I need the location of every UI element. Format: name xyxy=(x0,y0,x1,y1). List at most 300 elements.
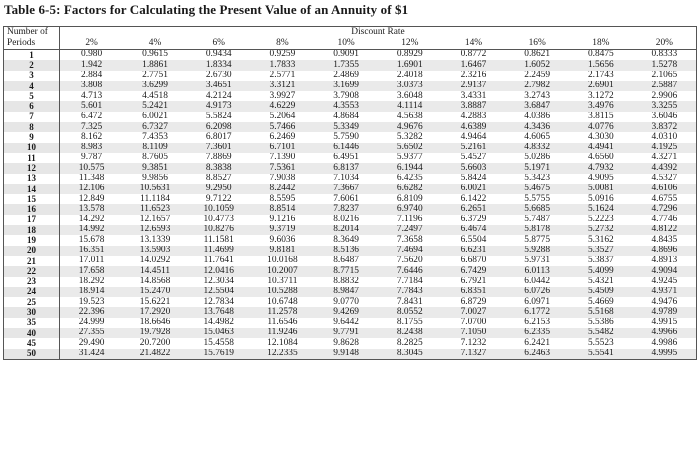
factor-cell: 6.1772 xyxy=(505,307,569,317)
table-row xyxy=(4,338,697,348)
factor-cell: 5.6685 xyxy=(505,204,569,214)
factor-cell: 5.7466 xyxy=(251,122,315,132)
table-row xyxy=(4,349,697,360)
factor-cell: 7.7184 xyxy=(396,276,423,286)
factor-cell: 3.6048 xyxy=(396,91,423,101)
factor-cell: 4.9789 xyxy=(633,307,697,317)
factor-cell: 4.9173 xyxy=(187,101,251,111)
factor-cell: 6.6282 xyxy=(378,184,442,194)
factor-cell: 4.8332 xyxy=(505,143,569,153)
factor-cell: 4.9095 xyxy=(587,173,614,183)
factor-cell: 9.3851 xyxy=(123,163,187,173)
table-row xyxy=(4,256,697,266)
factor-cell: 5.2161 xyxy=(442,143,506,153)
factor-cell: 6.7429 xyxy=(442,266,506,276)
rate-header-cell: 10% xyxy=(314,38,378,50)
factor-cell: 8.8514 xyxy=(251,204,315,214)
factor-cell: 3.2743 xyxy=(524,91,551,101)
factor-cell: 2.7751 xyxy=(142,70,168,81)
factor-cell: 6.0021 xyxy=(442,184,506,194)
factor-cell: 4.0386 xyxy=(524,111,551,122)
factor-cell: 3.6299 xyxy=(123,81,187,91)
factor-cell: 17.658 xyxy=(60,266,124,276)
table-row xyxy=(4,60,697,70)
table-row xyxy=(4,101,697,111)
factor-cell: 2.4018 xyxy=(396,70,423,81)
factor-cell: 0.9259 xyxy=(269,49,296,60)
factor-cell: 7.325 xyxy=(60,122,124,132)
factor-cell: 5.9731 xyxy=(524,255,551,266)
table-row xyxy=(4,215,697,225)
factor-cell: 10.575 xyxy=(60,163,124,173)
period-cell: 19 xyxy=(4,235,60,245)
period-cell: 11 xyxy=(4,153,60,163)
factor-cell: 6.1422 xyxy=(460,194,487,204)
factor-cell: 4.2883 xyxy=(460,111,487,122)
factor-cell: 12.2335 xyxy=(251,349,315,360)
factor-cell: 15.4558 xyxy=(203,338,234,348)
factor-cell: 5.3527 xyxy=(569,246,633,256)
factor-cell: 12.6593 xyxy=(123,225,187,235)
factor-cell: 2.6730 xyxy=(205,70,232,81)
factor-cell: 5.5386 xyxy=(587,317,614,328)
table-row xyxy=(4,287,697,297)
factor-cell: 4.9245 xyxy=(633,277,697,287)
factor-cell: 7.3667 xyxy=(314,184,378,194)
table-row xyxy=(4,174,697,184)
factor-cell: 5.4527 xyxy=(460,152,487,163)
factor-cell: 3.0373 xyxy=(378,81,442,91)
factor-cell: 8.0216 xyxy=(333,214,359,225)
factor-cell: 10.4773 xyxy=(203,214,234,225)
factor-cell: 4.7746 xyxy=(633,215,697,225)
factor-cell: 8.5136 xyxy=(314,246,378,256)
factor-cell: 3.1699 xyxy=(314,81,378,91)
factor-cell: 3.6046 xyxy=(633,112,697,122)
table-row xyxy=(4,71,697,81)
factor-cell: 8.5595 xyxy=(269,194,296,204)
factor-cell: 22.396 xyxy=(60,307,124,317)
factor-cell: 0.9434 xyxy=(205,49,232,60)
factor-cell: 6.472 xyxy=(81,111,103,122)
factor-cell: 14.0292 xyxy=(139,255,171,266)
factor-cell: 7.3601 xyxy=(187,143,251,153)
factor-cell: 3.4651 xyxy=(187,81,251,91)
factor-cell: 4.9676 xyxy=(378,122,442,132)
factor-cell: 4.0776 xyxy=(569,122,633,132)
factor-cell: 5.2223 xyxy=(587,214,614,225)
factor-cell: 2.9906 xyxy=(633,91,697,101)
table-row xyxy=(4,81,697,91)
table-row xyxy=(4,143,697,153)
factor-cell: 12.106 xyxy=(60,184,124,194)
factor-cell: 5.6603 xyxy=(442,163,506,173)
factor-cell: 6.2651 xyxy=(442,204,506,214)
rate-header-cell: 4% xyxy=(123,38,187,50)
factor-cell: 8.3045 xyxy=(378,349,442,360)
factor-cell: 1.5656 xyxy=(569,60,633,70)
factor-cell: 11.6523 xyxy=(123,204,187,214)
period-cell: 12 xyxy=(4,163,60,173)
factor-cell: 4.9915 xyxy=(633,318,697,328)
factor-cell: 10.5631 xyxy=(123,184,187,194)
factor-cell: 6.6231 xyxy=(442,246,506,256)
factor-cell: 4.7932 xyxy=(569,163,633,173)
factor-cell: 6.6870 xyxy=(460,255,487,266)
factor-cell: 9.6442 xyxy=(333,317,359,328)
factor-cell: 7.1390 xyxy=(269,152,296,163)
factor-cell: 18.914 xyxy=(60,287,124,297)
factor-cell: 4.2124 xyxy=(205,91,232,101)
factor-cell: 2.3216 xyxy=(460,70,487,81)
factor-cell: 4.5327 xyxy=(633,174,697,184)
factor-cell: 10.3711 xyxy=(267,276,298,286)
factor-cell: 5.4675 xyxy=(505,184,569,194)
factor-cell: 4.8435 xyxy=(633,235,697,245)
factor-cell: 5.5168 xyxy=(569,307,633,317)
factor-cell: 4.3271 xyxy=(633,153,697,163)
rate-header-cell: 14% xyxy=(442,38,506,50)
factor-cell: 18.292 xyxy=(78,276,105,286)
factor-cell: 11.7641 xyxy=(203,255,234,266)
factor-cell: 18.6646 xyxy=(139,317,171,328)
annuity-factor-table xyxy=(3,26,697,360)
factor-cell: 15.0463 xyxy=(187,328,251,338)
factor-cell: 10.2007 xyxy=(251,266,315,276)
factor-cell: 21.4822 xyxy=(123,349,187,360)
factor-cell: 1.942 xyxy=(60,60,124,70)
factor-cell: 6.8729 xyxy=(460,297,487,307)
factor-cell: 7.5620 xyxy=(396,255,423,266)
factor-cell: 2.884 xyxy=(81,70,103,81)
factor-cell: 27.355 xyxy=(60,328,124,338)
factor-cell: 24.999 xyxy=(78,317,105,328)
factor-cell: 0.8621 xyxy=(524,49,551,60)
factor-cell: 6.9740 xyxy=(378,204,442,214)
factor-cell: 1.8334 xyxy=(187,60,251,70)
rate-header-cell: 16% xyxy=(505,38,569,50)
factor-cell: 5.5755 xyxy=(524,194,551,204)
factor-cell: 3.9927 xyxy=(269,91,296,101)
factor-cell: 8.2825 xyxy=(396,338,423,348)
factor-cell: 6.1446 xyxy=(314,143,378,153)
factor-cell: 17.2920 xyxy=(123,307,187,317)
factor-cell: 4.8122 xyxy=(633,225,697,235)
periods-column-header xyxy=(4,27,60,50)
period-cell: 1 xyxy=(4,50,60,61)
rate-header-cell: 8% xyxy=(251,38,315,50)
factor-cell: 10.6748 xyxy=(267,297,298,307)
factor-cell: 5.8775 xyxy=(524,235,551,245)
factor-cell: 2.4869 xyxy=(333,70,359,81)
factor-cell: 12.1084 xyxy=(267,338,298,348)
factor-cell: 2.6901 xyxy=(569,81,633,91)
factor-cell: 13.5903 xyxy=(123,246,187,256)
table-row xyxy=(4,184,697,194)
factor-cell: 5.7590 xyxy=(333,132,359,142)
period-cell: 30 xyxy=(4,307,60,317)
factor-cell: 6.7327 xyxy=(123,122,187,132)
table-row xyxy=(4,112,697,122)
factor-cell: 15.6221 xyxy=(139,297,171,307)
factor-cell: 10.8276 xyxy=(187,225,251,235)
factor-cell: 4.6229 xyxy=(251,101,315,111)
factor-cell: 14.4982 xyxy=(203,317,234,328)
factor-cell: 14.292 xyxy=(78,214,105,225)
factor-cell: 5.2732 xyxy=(569,225,633,235)
period-cell: 9 xyxy=(4,132,60,142)
factor-cell: 7.6446 xyxy=(378,266,442,276)
factor-cell: 5.5482 xyxy=(569,328,633,338)
factor-cell: 31.424 xyxy=(60,349,124,360)
factor-cell: 5.6502 xyxy=(378,143,442,153)
factor-cell: 4.3030 xyxy=(587,132,614,142)
period-cell: 24 xyxy=(4,287,60,297)
factor-cell: 8.6487 xyxy=(333,255,359,266)
factor-cell: 9.8181 xyxy=(251,246,315,256)
factor-cell: 6.4674 xyxy=(442,225,506,235)
factor-cell: 12.1657 xyxy=(139,214,171,225)
factor-cell: 1.6052 xyxy=(505,60,569,70)
factor-cell: 5.3162 xyxy=(587,235,614,245)
factor-cell: 19.7928 xyxy=(123,328,187,338)
period-cell: 8 xyxy=(4,122,60,132)
factor-cell: 8.2014 xyxy=(314,225,378,235)
factor-cell: 6.8017 xyxy=(205,132,232,142)
table-row xyxy=(4,132,697,142)
factor-cell: 5.1971 xyxy=(505,163,569,173)
table-row xyxy=(4,225,697,235)
factor-cell: 9.0770 xyxy=(333,297,359,307)
period-cell: 23 xyxy=(4,277,60,287)
factor-cell: 6.0021 xyxy=(142,111,168,122)
factor-cell: 11.6546 xyxy=(267,317,298,328)
factor-cell: 6.8109 xyxy=(396,194,423,204)
period-cell: 50 xyxy=(4,349,60,360)
factor-cell: 7.4694 xyxy=(378,246,442,256)
factor-cell: 5.3423 xyxy=(524,173,551,183)
factor-cell: 3.4331 xyxy=(460,91,487,101)
factor-cell: 0.980 xyxy=(81,49,103,60)
factor-cell: 12.0416 xyxy=(187,266,251,276)
factor-cell: 8.0552 xyxy=(378,307,442,317)
factor-cell: 6.0971 xyxy=(524,297,551,307)
factor-cell: 5.5824 xyxy=(205,111,232,122)
factor-cell: 6.2098 xyxy=(187,122,251,132)
factor-cell: 6.2463 xyxy=(505,349,569,360)
period-cell: 7 xyxy=(4,112,60,122)
table-row xyxy=(4,204,697,214)
factor-cell: 5.7487 xyxy=(524,214,551,225)
factor-cell: 14.4511 xyxy=(123,266,187,276)
period-cell: 2 xyxy=(4,60,60,70)
factor-cell: 19.523 xyxy=(78,297,105,307)
factor-cell: 9.4269 xyxy=(314,307,378,317)
factor-cell: 2.5887 xyxy=(633,81,697,91)
factor-cell: 1.7833 xyxy=(251,60,315,70)
factor-cell: 4.9371 xyxy=(633,287,697,297)
factor-cell: 5.3282 xyxy=(396,132,423,142)
factor-cell: 4.4392 xyxy=(633,163,697,173)
factor-cell: 3.3255 xyxy=(633,101,697,111)
factor-cell: 8.2442 xyxy=(251,184,315,194)
factor-cell: 7.2497 xyxy=(378,225,442,235)
factor-cell: 4.9094 xyxy=(633,266,697,276)
period-cell: 6 xyxy=(4,101,60,111)
rate-header-row xyxy=(4,38,697,50)
rate-header-cell: 18% xyxy=(569,38,633,50)
factor-cell: 5.2064 xyxy=(269,111,296,122)
factor-cell: 4.6560 xyxy=(587,152,614,163)
factor-cell: 29.490 xyxy=(78,338,105,348)
factor-cell: 7.1327 xyxy=(442,349,506,360)
factor-cell: 5.4669 xyxy=(587,297,614,307)
factor-cell: 6.2153 xyxy=(524,317,551,328)
factor-cell: 4.9995 xyxy=(633,349,697,360)
factor-cell: 5.0286 xyxy=(524,152,551,163)
factor-cell: 9.9856 xyxy=(142,173,168,183)
table-row xyxy=(4,235,697,245)
factor-cell: 14.8568 xyxy=(139,276,171,286)
factor-cell: 12.849 xyxy=(78,194,105,204)
period-cell: 35 xyxy=(4,318,60,328)
factor-cell: 5.5523 xyxy=(587,338,614,348)
factor-cell: 7.7843 xyxy=(378,287,442,297)
factor-cell: 9.6036 xyxy=(269,235,296,245)
factor-cell: 3.6847 xyxy=(505,101,569,111)
factor-cell: 2.2459 xyxy=(524,70,551,81)
rate-header-cell: 20% xyxy=(633,38,697,50)
table-row xyxy=(4,328,697,338)
factor-cell: 6.7101 xyxy=(251,143,315,153)
factor-cell: 4.9966 xyxy=(633,328,697,338)
table-row xyxy=(4,163,697,173)
factor-cell: 8.8527 xyxy=(205,173,232,183)
factor-cell: 13.7648 xyxy=(187,307,251,317)
table-title: Table 6-5: Factors for Calculating the Present Value of an Annuity of $1 xyxy=(4,2,409,17)
factor-cell: 0.8333 xyxy=(633,50,697,61)
factor-cell: 20.7200 xyxy=(139,338,171,348)
period-cell: 4 xyxy=(4,81,60,91)
period-cell: 17 xyxy=(4,215,60,225)
factor-cell: 5.4509 xyxy=(569,287,633,297)
factor-cell: 6.1944 xyxy=(378,163,442,173)
factor-cell: 0.9615 xyxy=(142,49,168,60)
factor-cell: 4.8913 xyxy=(633,256,697,266)
factor-cell: 8.9847 xyxy=(314,287,378,297)
factor-cell: 4.6389 xyxy=(442,122,506,132)
factor-cell: 6.7921 xyxy=(460,276,487,286)
factor-cell: 2.5771 xyxy=(269,70,296,81)
factor-cell: 4.713 xyxy=(81,91,103,101)
factor-cell: 5.601 xyxy=(60,101,124,111)
factor-cell: 8.8832 xyxy=(333,276,359,286)
factor-cell: 15.2470 xyxy=(123,287,187,297)
factor-cell: 9.3719 xyxy=(251,225,315,235)
period-cell: 16 xyxy=(4,204,60,214)
factor-cell: 4.1114 xyxy=(378,101,442,111)
factor-cell: 8.7605 xyxy=(142,152,168,163)
period-cell: 14 xyxy=(4,184,60,194)
factor-cell: 1.8861 xyxy=(123,60,187,70)
table-body xyxy=(4,50,697,360)
rate-header-cell: 2% xyxy=(60,38,124,50)
table-row xyxy=(4,266,697,276)
factor-cell: 5.5541 xyxy=(569,349,633,360)
factor-cell: 9.1216 xyxy=(269,214,296,225)
factor-cell: 7.6061 xyxy=(333,194,359,204)
factor-cell: 7.1034 xyxy=(333,173,359,183)
factor-cell: 4.6065 xyxy=(524,132,551,142)
factor-cell: 7.4353 xyxy=(142,132,168,142)
period-cell: 45 xyxy=(4,338,60,348)
factor-cell: 11.1184 xyxy=(140,194,170,204)
factor-cell: 8.983 xyxy=(60,143,124,153)
factor-cell: 6.0113 xyxy=(505,266,569,276)
factor-cell: 4.1925 xyxy=(633,143,697,153)
rate-header-cell: 12% xyxy=(378,38,442,50)
factor-cell: 7.5361 xyxy=(251,163,315,173)
factor-cell: 7.9038 xyxy=(269,173,296,183)
factor-cell: 4.9476 xyxy=(633,297,697,307)
factor-cell: 12.5504 xyxy=(187,287,251,297)
factor-cell: 3.8372 xyxy=(633,122,697,132)
factor-cell: 4.3553 xyxy=(314,101,378,111)
factor-cell: 6.8351 xyxy=(442,287,506,297)
table-row xyxy=(4,122,697,132)
factor-cell: 3.7908 xyxy=(333,91,359,101)
factor-cell: 5.8424 xyxy=(460,173,487,183)
period-cell: 15 xyxy=(4,194,60,204)
factor-cell: 9.8628 xyxy=(333,338,359,348)
factor-cell: 7.3658 xyxy=(396,235,423,245)
period-cell: 3 xyxy=(4,71,60,81)
table-row xyxy=(4,91,697,101)
period-cell: 18 xyxy=(4,225,60,235)
factor-cell: 9.787 xyxy=(81,152,103,163)
factor-cell: 16.351 xyxy=(60,246,124,256)
factor-cell: 6.4235 xyxy=(396,173,423,183)
factor-cell: 4.9986 xyxy=(633,338,697,348)
factor-cell: 13.578 xyxy=(60,204,124,214)
factor-cell: 13.1339 xyxy=(139,235,171,245)
factor-cell: 9.9148 xyxy=(314,349,378,360)
factor-cell: 10.1059 xyxy=(187,204,251,214)
discount-rate-header: Discount Rate xyxy=(60,27,697,39)
factor-cell: 1.7355 xyxy=(314,60,378,70)
factor-cell: 4.0310 xyxy=(633,132,697,142)
table-row xyxy=(4,277,697,287)
factor-cell: 5.3837 xyxy=(587,255,614,266)
factor-cell: 15.678 xyxy=(78,235,105,245)
factor-cell: 5.8178 xyxy=(505,225,569,235)
factor-cell: 5.3349 xyxy=(314,122,378,132)
period-cell: 20 xyxy=(4,246,60,256)
factor-cell: 2.1065 xyxy=(633,71,697,81)
factor-cell: 7.0700 xyxy=(460,317,487,328)
factor-cell: 6.3729 xyxy=(460,214,487,225)
factor-cell: 7.0027 xyxy=(442,307,506,317)
factor-cell: 6.4951 xyxy=(333,152,359,163)
factor-cell: 6.0726 xyxy=(505,287,569,297)
period-cell: 25 xyxy=(4,297,60,307)
table-row xyxy=(4,50,697,61)
factor-cell: 5.2421 xyxy=(123,101,187,111)
factor-cell: 11.4699 xyxy=(187,246,251,256)
factor-cell: 9.7791 xyxy=(314,328,378,338)
table-row xyxy=(4,246,697,256)
factor-cell: 7.8237 xyxy=(314,204,378,214)
